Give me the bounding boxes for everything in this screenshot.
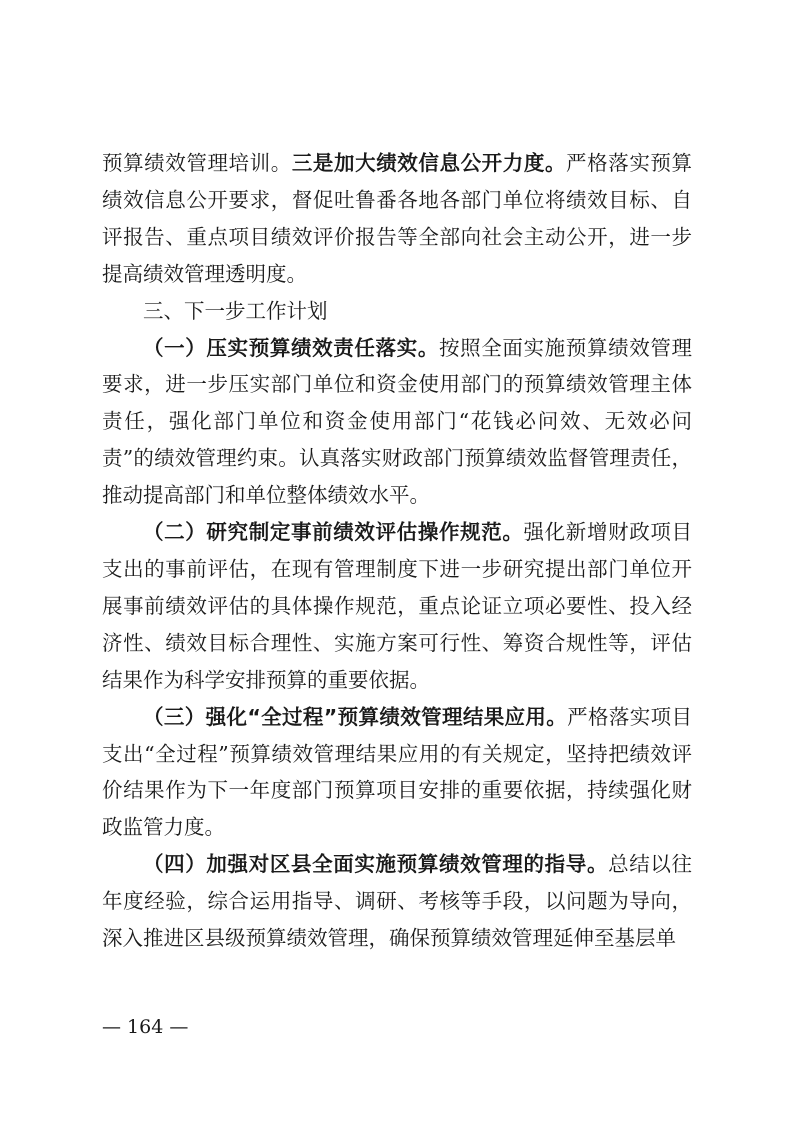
document-body	[102, 145, 692, 957]
item-2-heading: （二）研究制定事前绩效评估操作规范。	[143, 520, 524, 545]
item-4-heading: （四）加强对区县全面实施预算绩效管理的指导。	[143, 852, 609, 877]
paragraph-intro-bold: 三是加大绩效信息公开力度。	[291, 151, 567, 175]
item-2-text: 强化新增财政项目支出的事前评估，在现有管理制度下进一步研究提出部门单位开展事前绩效评估的具体操作规范，重点论证立项必要性、投入经济性、绩效目标合理性、实施方案可行性、筹资合规性等，评估结果作为科学安排预算的重要依据。	[102, 520, 693, 692]
paragraph-intro-text-a: 预算绩效管理培训。	[102, 151, 292, 175]
paragraph-intro	[102, 145, 692, 293]
paragraph-item-1	[102, 330, 692, 515]
item-3-text: 严格落实项目支出“全过程”预算绩效管理结果应用的有关规定，坚持把绩效评价结果作为下一年度部门预算项目安排的重要依据，持续强化财政监管力度。	[102, 704, 692, 840]
section-heading: 三、下一步工作计划	[143, 298, 328, 323]
item-1-text: 按照全面实施预算绩效管理要求，进一步压实部门单位和资金使用部门的预算绩效管理主体责任，强化部门单位和资金使用部门“花钱必问效、无效必问责”的绩效管理约束。认真落实财政部门预算绩效监督管理责任，推动提高部门和单位整体绩效水平。	[102, 335, 693, 508]
paragraph-item-4	[102, 846, 692, 957]
paragraph-intro-text-b: 严格落实预算绩效信息公开要求，督促吐鲁番各地各部门单位将绩效目标、自评报告、重点项目绩效评价报告等全部向社会主动公开，进一步提高绩效管理透明度。	[102, 151, 693, 286]
paragraph-item-2	[102, 514, 692, 699]
page-number: — 164 —	[102, 1016, 189, 1038]
item-1-heading: （一）压实预算绩效责任落实。	[143, 335, 439, 360]
item-4-text: 总结以往年度经验，综合运用指导、调研、考核等手段，以问题为导向，深入推进区县级预算绩效管理，确保预算绩效管理延伸至基层单	[102, 852, 693, 951]
item-3-heading: （三）强化“全过程”预算绩效管理结果应用。	[143, 704, 568, 729]
paragraph-item-3	[102, 699, 692, 847]
